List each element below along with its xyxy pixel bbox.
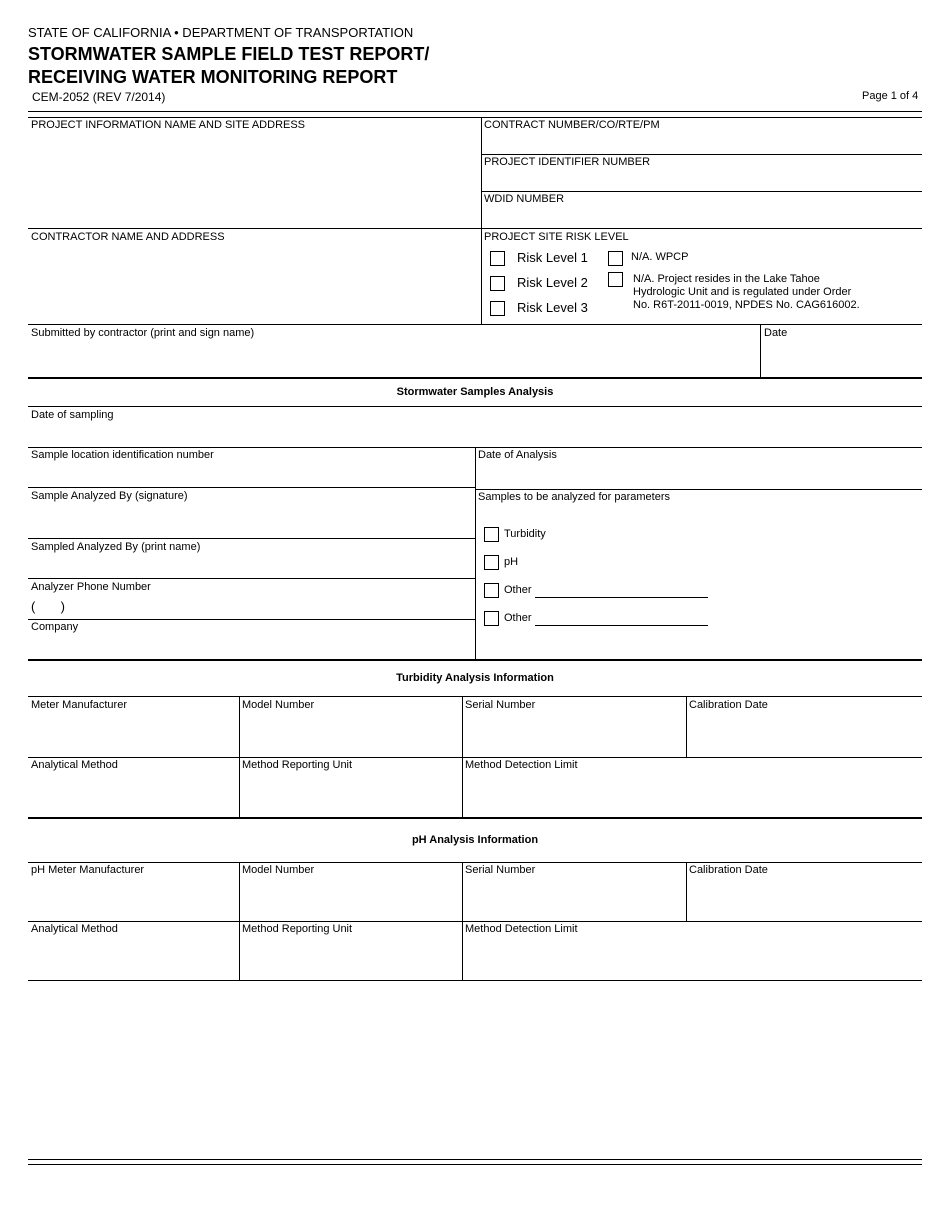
risk-level-label: PROJECT SITE RISK LEVEL	[484, 231, 629, 243]
ph-meter-manufacturer-label: pH Meter Manufacturer	[31, 864, 145, 876]
analyzer-phone-field[interactable]	[29, 596, 473, 617]
ph-detection-limit-field[interactable]	[464, 936, 921, 978]
project-name-address-field[interactable]	[29, 132, 479, 227]
turbidity-meter-manufacturer-field[interactable]	[29, 712, 237, 756]
date-of-analysis-field[interactable]	[477, 462, 921, 488]
ph-calibration-date-field[interactable]	[688, 877, 921, 919]
form-title-line2: RECEIVING WATER MONITORING REPORT	[28, 67, 398, 87]
ph-analytical-method-field[interactable]	[29, 936, 237, 978]
turbidity-detection-limit-label: Method Detection Limit	[465, 759, 578, 771]
divider	[686, 862, 687, 921]
turbidity-reporting-unit-label: Method Reporting Unit	[242, 759, 353, 771]
divider	[686, 696, 687, 757]
divider	[28, 757, 922, 758]
other-2-param-label: Other	[504, 612, 532, 624]
contractor-label: CONTRACTOR NAME AND ADDRESS	[31, 231, 225, 243]
turbidity-serial-number-field[interactable]	[464, 712, 684, 756]
date-of-sampling-field[interactable]	[29, 422, 921, 446]
ph-model-number-label: Model Number	[242, 864, 315, 876]
date-field[interactable]	[762, 340, 921, 376]
risk-level-3-label: Risk Level 3	[517, 300, 588, 315]
ph-reporting-unit-label: Method Reporting Unit	[242, 923, 353, 935]
risk-level-3-checkbox[interactable]	[490, 301, 505, 316]
ph-serial-number-field[interactable]	[464, 877, 684, 919]
footer-rule	[28, 1159, 922, 1160]
other-1-param-label: Other	[504, 584, 532, 596]
submitted-by-field[interactable]	[29, 340, 758, 376]
divider	[28, 862, 922, 863]
na-tahoe-checkbox[interactable]	[608, 272, 623, 287]
na-tahoe-label-line2: Hydrologic Unit and is regulated under Order	[633, 286, 852, 298]
divider	[481, 191, 922, 192]
wdid-label: WDID NUMBER	[484, 193, 565, 205]
turbidity-model-number-field[interactable]	[241, 712, 460, 756]
analyzed-by-print-field[interactable]	[29, 554, 473, 577]
analyzer-phone-paren: ( )	[31, 599, 65, 614]
contractor-field[interactable]	[29, 244, 479, 322]
section-divider	[28, 817, 922, 819]
samples-parameters-label: Samples to be analyzed for parameters	[478, 491, 670, 503]
analyzed-by-signature-field[interactable]	[29, 503, 473, 537]
date-of-sampling-label: Date of sampling	[31, 409, 114, 421]
divider	[28, 406, 922, 407]
divider	[28, 117, 922, 118]
ph-reporting-unit-field[interactable]	[241, 936, 460, 978]
divider	[481, 117, 482, 324]
turbidity-analytical-method-field[interactable]	[29, 772, 237, 816]
turbidity-checkbox[interactable]	[484, 527, 499, 542]
section-divider	[28, 377, 922, 379]
turbidity-analytical-method-label: Analytical Method	[31, 759, 118, 771]
stormwater-section-title: Stormwater Samples Analysis	[396, 386, 554, 398]
submitted-by-label: Submitted by contractor (print and sign name)	[31, 327, 255, 339]
analyzed-by-print-label: Sampled Analyzed By (print name)	[31, 541, 201, 553]
ph-detection-limit-label: Method Detection Limit	[465, 923, 578, 935]
divider	[760, 324, 761, 378]
divider	[481, 154, 922, 155]
ph-analytical-method-label: Analytical Method	[31, 923, 118, 935]
sample-location-field[interactable]	[29, 462, 473, 486]
risk-level-2-label: Risk Level 2	[517, 275, 588, 290]
divider	[28, 487, 475, 488]
other-1-input[interactable]	[535, 597, 708, 598]
ph-section-title: pH Analysis Information	[411, 834, 539, 846]
turbidity-model-number-label: Model Number	[242, 699, 315, 711]
ph-model-number-field[interactable]	[241, 877, 460, 919]
agency-line: STATE OF CALIFORNIA • DEPARTMENT OF TRANSPORTATION	[28, 25, 414, 40]
project-identifier-field[interactable]	[483, 169, 921, 191]
other-2-checkbox[interactable]	[484, 611, 499, 626]
divider	[28, 696, 922, 697]
project-identifier-label: PROJECT IDENTIFIER NUMBER	[484, 156, 651, 168]
company-field[interactable]	[29, 634, 473, 658]
divider	[28, 324, 922, 325]
form-number: CEM-2052 (REV 7/2014)	[32, 90, 166, 104]
ph-meter-manufacturer-field[interactable]	[29, 877, 237, 919]
form-title-line1: STORMWATER SAMPLE FIELD TEST REPORT/	[28, 44, 430, 64]
ph-serial-number-label: Serial Number	[465, 864, 536, 876]
date-label: Date	[764, 327, 788, 339]
risk-level-1-label: Risk Level 1	[517, 250, 588, 265]
wdid-field[interactable]	[483, 206, 921, 227]
contract-number-field[interactable]	[483, 132, 921, 154]
risk-level-2-checkbox[interactable]	[490, 276, 505, 291]
footer-rule	[28, 1164, 922, 1165]
sample-location-label: Sample location identification number	[31, 449, 214, 461]
turbidity-calibration-date-label: Calibration Date	[689, 699, 768, 711]
divider	[28, 228, 922, 229]
turbidity-meter-manufacturer-label: Meter Manufacturer	[31, 699, 127, 711]
turbidity-param-label: Turbidity	[504, 528, 546, 540]
divider	[28, 980, 922, 981]
company-label: Company	[31, 621, 79, 633]
divider	[28, 538, 475, 539]
page-indicator: Page 1 of 4	[862, 90, 919, 102]
turbidity-calibration-date-field[interactable]	[688, 712, 921, 756]
ph-checkbox[interactable]	[484, 555, 499, 570]
turbidity-serial-number-label: Serial Number	[465, 699, 536, 711]
turbidity-detection-limit-field[interactable]	[464, 772, 921, 816]
ph-param-label: pH	[504, 556, 519, 568]
turbidity-section-title: Turbidity Analysis Information	[396, 672, 554, 684]
risk-level-1-checkbox[interactable]	[490, 251, 505, 266]
divider	[28, 619, 475, 620]
date-of-analysis-label: Date of Analysis	[478, 449, 557, 461]
other-1-checkbox[interactable]	[484, 583, 499, 598]
analyzer-phone-label: Analyzer Phone Number	[31, 581, 151, 593]
divider	[475, 489, 922, 490]
divider	[28, 921, 922, 922]
project-name-address-label: PROJECT INFORMATION NAME AND SITE ADDRESS	[31, 119, 306, 131]
other-2-input[interactable]	[535, 625, 708, 626]
section-divider	[28, 659, 922, 661]
analyzed-by-signature-label: Sample Analyzed By (signature)	[31, 490, 188, 502]
na-wpcp-label: N/A. WPCP	[631, 251, 689, 263]
ph-calibration-date-label: Calibration Date	[689, 864, 768, 876]
na-tahoe-label-line3: No. R6T-2011-0019, NPDES No. CAG616002.	[633, 299, 860, 311]
divider	[28, 578, 475, 579]
turbidity-reporting-unit-field[interactable]	[241, 772, 460, 816]
contract-number-label: CONTRACT NUMBER/CO/RTE/PM	[484, 119, 660, 131]
na-wpcp-checkbox[interactable]	[608, 251, 623, 266]
na-tahoe-label-line1: N/A. Project resides in the Lake Tahoe	[633, 273, 820, 285]
divider	[28, 111, 922, 112]
divider	[475, 447, 476, 660]
